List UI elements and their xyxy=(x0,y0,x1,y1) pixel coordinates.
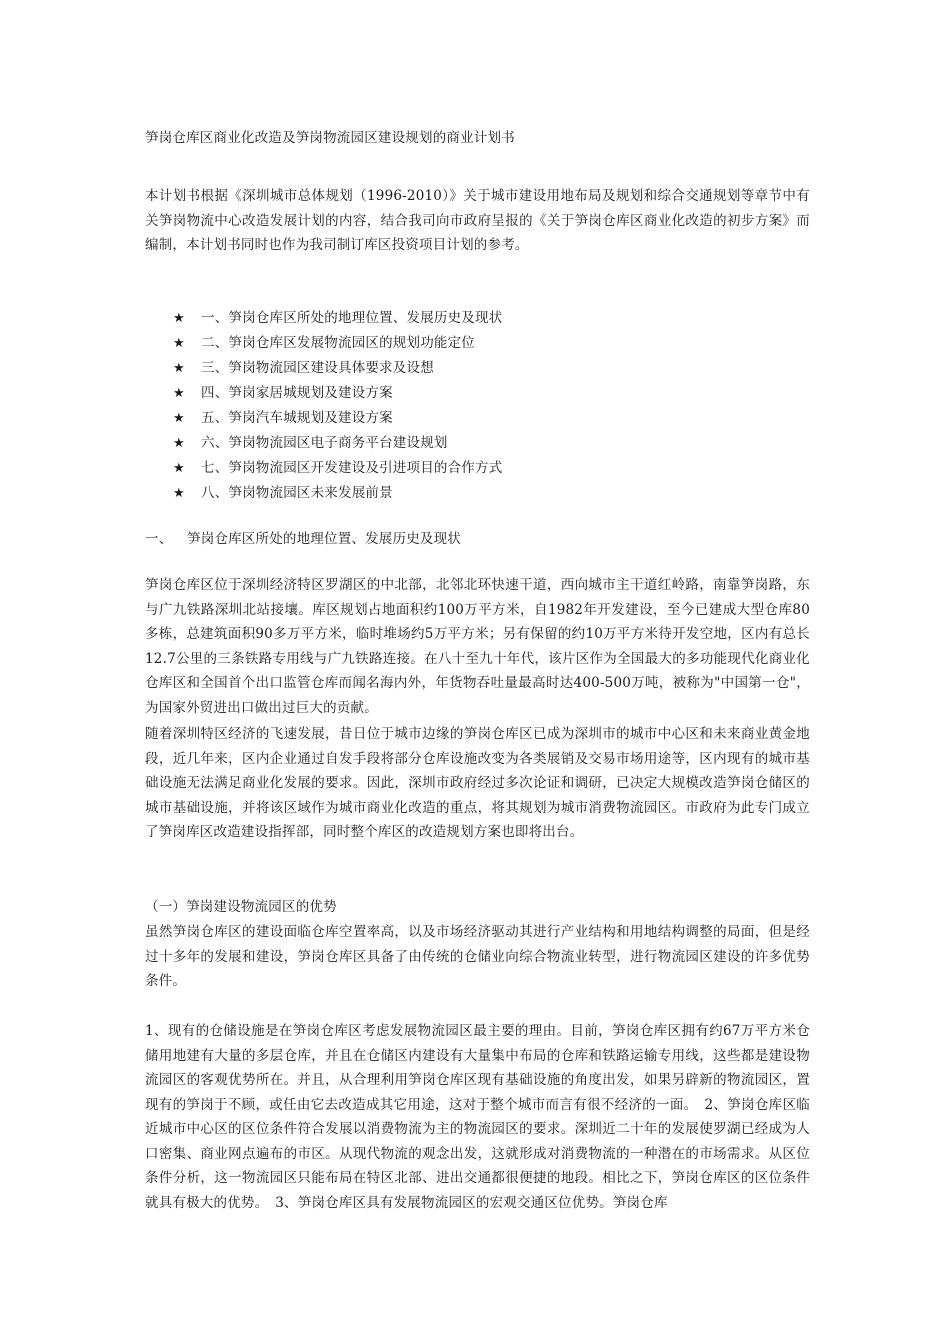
toc-item: ★ 二、笋岗仓库区发展物流园区的规划功能定位 xyxy=(173,331,502,356)
section1-paragraph-2: 随着深圳特区经济的飞速发展，昔日位于城市边缘的笋岗仓库区已成为深圳市的城市中心区和未来商业黄金地段，近几年来，区内企业通过自发手段将部分仓库设施改变为各类展销及交易市场用途等，区内现有的城市基础设施无法满足商业化发展的要求。因此，深圳市政府经过多次论证和调研，已决定大规模改造笋岗仓储区的城市基础设施，并将该区域作为城市商业化改造的重点，将其规划为城市消费物流园区。市政府为此专门成立了笋岗库区改造建设指挥部，同时整个库区的改造规划方案也即将出台。 xyxy=(145,726,810,840)
star-bullet-icon: ★ xyxy=(173,486,185,501)
star-bullet-icon: ★ xyxy=(173,411,185,426)
star-bullet-icon: ★ xyxy=(173,336,185,351)
toc-item: ★ 五、笋岗汽车城规划及建设方案 xyxy=(173,406,502,431)
table-of-contents xyxy=(173,306,502,506)
toc-item: ★ 一、笋岗仓库区所处的地理位置、发展历史及现状 xyxy=(173,306,502,331)
subsection-heading: （一）笋岗建设物流园区的优势 xyxy=(145,899,337,915)
star-bullet-icon: ★ xyxy=(173,361,185,376)
section-title: 笋岗仓库区所处的地理位置、发展历史及现状 xyxy=(187,531,461,547)
section-number: 一、 xyxy=(145,531,173,547)
section-heading xyxy=(145,529,461,549)
toc-item: ★ 七、笋岗物流园区开发建设及引进项目的合作方式 xyxy=(173,456,502,481)
section1-paragraph-1: 笋岗仓库区位于深圳经济特区罗湖区的中北部，北邻北环快速干道，西向城市主干道红岭路，南靠笋岗路，东与广九铁路深圳北站接壤。库区规划占地面积约100万平方米，自1982年开发建设，至今已建成大型仓库80多栋，总建筑面积90多万平方米，临时堆场约5万平方米；另有保留的约10万平方米待开发空地，区内有总长12.7公里的三条铁路专用线与广九铁路连接。在八十至九十年代，该片区作为全国最大的多功能现代化商业化仓库区和全国首个出口监管仓库而闻名海内外，年货物吞吐量最高时达400-500万吨，被称为"中国第一仓"，为国家外贸进出口做出过巨大的贡献。 xyxy=(145,577,810,716)
subsection1-paragraph-2: 1、现有的仓储设施是在笋岗仓库区考虑发展物流园区最主要的理由。目前，笋岗仓库区拥有约67万平方米仓储用地建有大量的多层仓库，并且在仓储区内建设有大量集中布局的仓库和铁路运输专用线，这些都是建设物流园区的客观优势所在。并且，从合理利用笋岗仓库区现有基础设施的角度出发，如果另辟新的物流园区，置现有的笋岗于不顾，或任由它去改造成其它用途，这对于整个城市而言有很不经济的一面。 2、笋岗仓库区临近城市中心区的区位条件符合发展以消费物流为主的物流园区的要求。深圳近二十年的发展使罗湖已经成为人口密集、商业网点遍布的市区。从现代物流的观念出发，这就形成对消费物流的一种潜在的市场需求。从区位条件分析，这一物流园区只能布局在特区北部、进出交通都很便捷的地段。相比之下，笋岗仓库区的区位条件就具有极大的优势。 3、笋岗仓库区具有发展物流园区的宏观交通区位优势。笋岗仓库 xyxy=(145,1023,810,1211)
star-bullet-icon: ★ xyxy=(173,436,185,451)
intro-paragraph: 本计划书根据《深圳城市总体规划（1996-2010）》关于城市建设用地布局及规划和综合交通规划等章节中有关笋岗物流中心改造发展计划的内容，结合我司向市政府呈报的《关于笋岗仓库区商业化改造的初步方案》而编制，本计划书同时也作为我司制订库区投资项目计划的参考。 xyxy=(145,188,810,253)
star-bullet-icon: ★ xyxy=(173,386,185,401)
star-bullet-icon: ★ xyxy=(173,461,185,476)
toc-item: ★ 六、笋岗物流园区电子商务平台建设规划 xyxy=(173,431,502,456)
toc-item: ★ 四、笋岗家居城规划及建设方案 xyxy=(173,381,502,406)
toc-item: ★ 八、笋岗物流园区未来发展前景 xyxy=(173,481,502,506)
subsection1-paragraph-1: 虽然笋岗仓库区的建设面临仓库空置率高，以及市场经济驱动其进行产业结构和用地结构调整的局面，但是经过十多年的发展和建设，笋岗仓库区具备了由传统的仓储业向综合物流业转型，进行物流园区建设的许多优势条件。 xyxy=(145,924,810,989)
document-title: 笋岗仓库区商业化改造及笋岗物流园区建设规划的商业计划书 xyxy=(145,130,515,146)
toc-item: ★ 三、笋岗物流园区建设具体要求及设想 xyxy=(173,356,502,381)
star-bullet-icon: ★ xyxy=(173,311,185,326)
